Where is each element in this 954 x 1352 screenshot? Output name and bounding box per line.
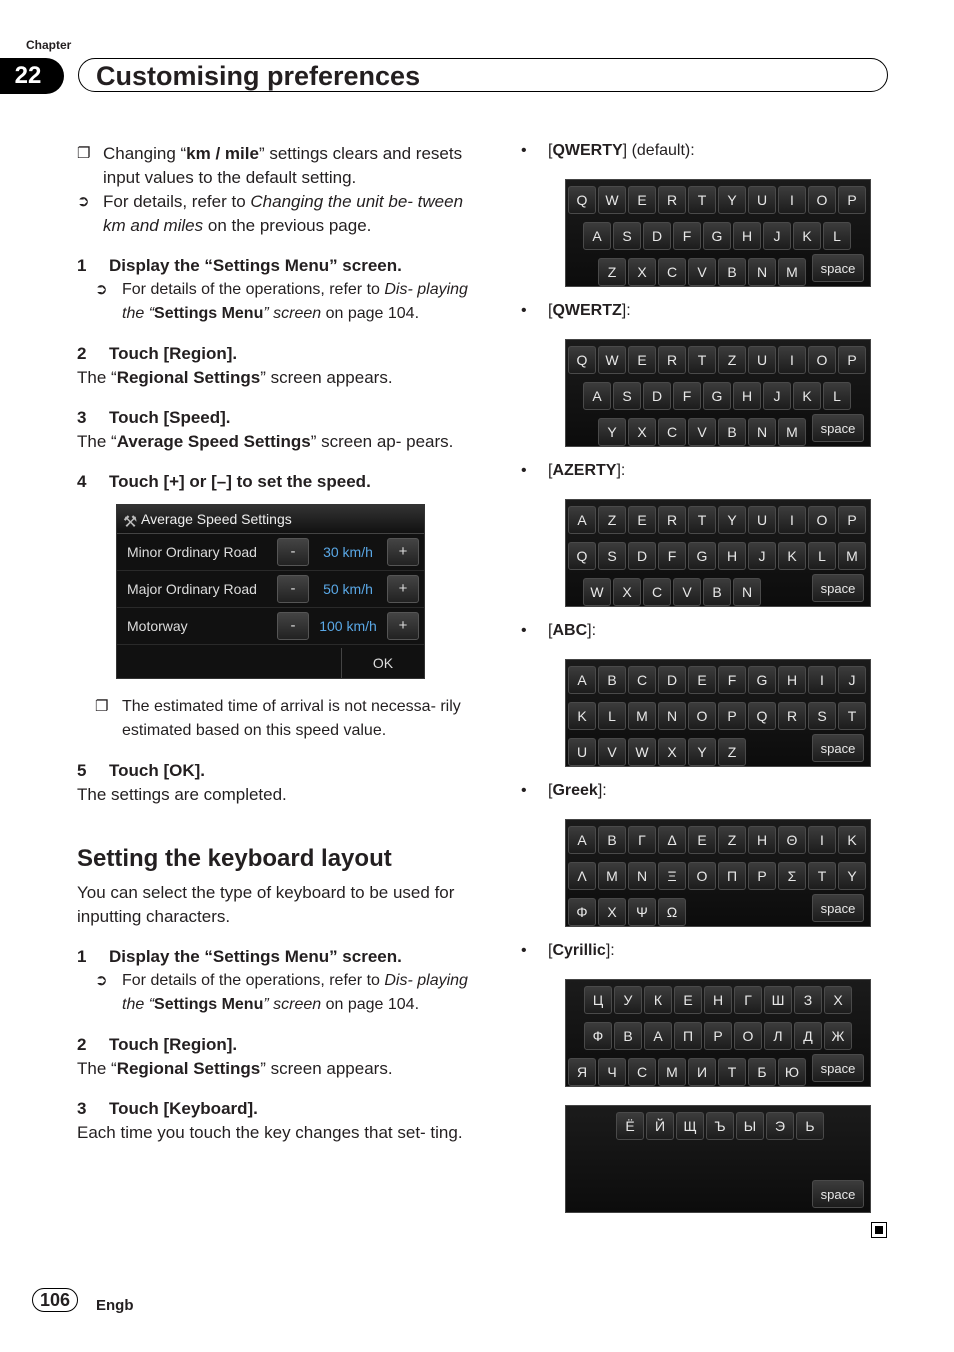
key[interactable]: H	[718, 542, 746, 570]
key[interactable]: Ρ	[748, 862, 776, 890]
key[interactable]: Т	[718, 1058, 746, 1086]
keyboard-row	[566, 1018, 870, 1054]
key[interactable]: J	[763, 382, 791, 410]
keyboard-step-3-description: Each time you touch the key changes that set- ting.	[77, 1123, 463, 1142]
key[interactable]: Κ	[838, 826, 866, 854]
key[interactable]: Z	[598, 506, 626, 534]
note-estimated-time: ❐ The estimated time of arrival is not necessa- rily estimated based on this speed value.	[77, 695, 469, 743]
decrease-button[interactable]: -	[277, 612, 309, 640]
key[interactable]: R	[658, 346, 686, 374]
key[interactable]: Е	[674, 986, 702, 1014]
key[interactable]: K	[568, 702, 596, 730]
keyboard-qwertz	[565, 339, 871, 447]
step-3-heading: 3 Touch [Speed].	[77, 408, 231, 427]
key[interactable]: Y	[598, 418, 626, 446]
key[interactable]: T	[688, 346, 716, 374]
key[interactable]: Ι	[808, 826, 836, 854]
key[interactable]: L	[823, 222, 851, 250]
step-5-description: The settings are completed.	[77, 785, 287, 804]
key[interactable]: R	[658, 506, 686, 534]
key[interactable]: D	[658, 666, 686, 694]
speed-value: 100 km/h	[319, 618, 377, 634]
reference-unit: ➲ For details, refer to Changing the unit be- tween km and miles on the previous page.	[77, 190, 469, 238]
key[interactable]: G	[703, 382, 731, 410]
key[interactable]: W	[628, 738, 656, 766]
key[interactable]: Б	[748, 1058, 776, 1086]
key[interactable]: Ш	[764, 986, 792, 1014]
key[interactable]: J	[748, 542, 776, 570]
key[interactable]: Μ	[598, 862, 626, 890]
speed-value: 30 km/h	[323, 544, 373, 560]
key[interactable]: I	[778, 186, 806, 214]
key[interactable]: К	[644, 986, 672, 1014]
key[interactable]: E	[688, 666, 716, 694]
keyboard-row	[566, 662, 870, 698]
key[interactable]: Q	[748, 702, 776, 730]
keyboard-row	[566, 378, 870, 414]
key[interactable]: L	[808, 542, 836, 570]
step-2-description: The “Regional Settings” screen appears.	[77, 368, 393, 387]
key[interactable]: R	[658, 186, 686, 214]
keyboard-row	[566, 822, 870, 858]
chapter-title: Customising preferences	[96, 61, 421, 91]
section-intro: You can select the type of keyboard to be used for inputting characters.	[77, 883, 455, 926]
arrow-reference-icon: ➲	[95, 972, 108, 989]
key[interactable]: Β	[598, 826, 626, 854]
key[interactable]: Р	[704, 1022, 732, 1050]
key[interactable]: F	[673, 222, 701, 250]
key[interactable]: У	[614, 986, 642, 1014]
keyboard-step-1-note: ➲ For details of the operations, refer to Dis- playing the “Settings Menu” screen on page 104.	[77, 969, 469, 1017]
key[interactable]: M	[628, 702, 656, 730]
key[interactable]: X	[613, 578, 641, 606]
key[interactable]: P	[718, 702, 746, 730]
key[interactable]: Ё	[616, 1112, 644, 1140]
key[interactable]: U	[748, 186, 776, 214]
keyboard-step-2-heading: 2 Touch [Region].	[77, 1035, 238, 1054]
key[interactable]: W	[583, 578, 611, 606]
space-key[interactable]: space	[812, 1180, 864, 1208]
key[interactable]: E	[628, 506, 656, 534]
key[interactable]: P	[838, 346, 866, 374]
space-key[interactable]: space	[812, 1054, 864, 1082]
space-key[interactable]: space	[812, 734, 864, 762]
key[interactable]: Ц	[584, 986, 612, 1014]
keyboard-caption-cyrillic: • [ Cyrillic ]:	[521, 942, 615, 959]
key[interactable]: X	[658, 738, 686, 766]
key[interactable]: M	[778, 258, 806, 286]
step-2-heading: 2 Touch [Region].	[77, 344, 238, 363]
key[interactable]: Γ	[628, 826, 656, 854]
space-key[interactable]: space	[812, 254, 864, 282]
space-key[interactable]: space	[812, 414, 864, 442]
speed-row-major	[117, 571, 424, 608]
key[interactable]: B	[718, 258, 746, 286]
key[interactable]: U	[748, 346, 776, 374]
key[interactable]: A	[583, 222, 611, 250]
speed-value: 50 km/h	[323, 581, 373, 597]
key[interactable]: T	[838, 702, 866, 730]
decrease-button[interactable]: -	[277, 575, 309, 603]
checkbox-note-icon: ❐	[77, 145, 91, 162]
note-km-mile: ❐ Changing “km / mile” settings clears and resets input values to the default setting.	[77, 142, 469, 190]
key[interactable]: D	[628, 542, 656, 570]
page-number: 106	[32, 1288, 78, 1312]
key[interactable]: T	[688, 506, 716, 534]
chapter-number: 22	[0, 58, 64, 94]
key[interactable]: B	[718, 418, 746, 446]
key[interactable]: N	[733, 578, 761, 606]
key[interactable]: Э	[766, 1112, 794, 1140]
key[interactable]: Ю	[778, 1058, 806, 1086]
key[interactable]: F	[658, 542, 686, 570]
key[interactable]: Δ	[658, 826, 686, 854]
key[interactable]: H	[778, 666, 806, 694]
key[interactable]: Φ	[568, 898, 596, 926]
increase-button[interactable]: +	[387, 612, 419, 640]
key[interactable]: G	[688, 542, 716, 570]
key[interactable]: З	[794, 986, 822, 1014]
key[interactable]: Υ	[838, 862, 866, 890]
speed-row-motorway	[117, 608, 424, 645]
key[interactable]: O	[808, 346, 836, 374]
decrease-button[interactable]: -	[277, 538, 309, 566]
keyboard-caption-qwerty: • [ QWERTY ] (default):	[521, 142, 695, 159]
keyboard-row	[566, 982, 870, 1018]
key[interactable]: Α	[568, 826, 596, 854]
key[interactable]: Y	[718, 186, 746, 214]
key[interactable]: Ε	[688, 826, 716, 854]
step-5-heading: 5 Touch [OK].	[77, 761, 205, 780]
keyboard-step-3-heading: 3 Touch [Keyboard].	[77, 1099, 258, 1118]
key[interactable]: H	[733, 382, 761, 410]
key[interactable]: C	[658, 418, 686, 446]
key[interactable]: Z	[718, 346, 746, 374]
key[interactable]: Ь	[796, 1112, 824, 1140]
key[interactable]: И	[688, 1058, 716, 1086]
checkbox-note-icon: ❐	[95, 698, 109, 715]
key[interactable]: O	[688, 702, 716, 730]
key[interactable]: B	[703, 578, 731, 606]
key[interactable]: N	[658, 702, 686, 730]
left-column	[77, 142, 469, 1145]
key[interactable]: Η	[748, 826, 776, 854]
key[interactable]: Σ	[778, 862, 806, 890]
key[interactable]: C	[658, 258, 686, 286]
key[interactable]: S	[613, 382, 641, 410]
space-key[interactable]: space	[812, 894, 864, 922]
key[interactable]: Ν	[628, 862, 656, 890]
key[interactable]: J	[763, 222, 791, 250]
key[interactable]: Y	[688, 738, 716, 766]
key[interactable]: X	[628, 418, 656, 446]
key[interactable]: K	[778, 542, 806, 570]
key[interactable]: Ж	[824, 1022, 852, 1050]
keyboard-caption-greek: • [ Greek ]:	[521, 782, 607, 799]
key[interactable]: Z	[718, 738, 746, 766]
key[interactable]: V	[688, 418, 716, 446]
key[interactable]: Ω	[658, 898, 686, 926]
key[interactable]: U	[748, 506, 776, 534]
step-1-heading: 1 Display the “Settings Menu” screen.	[77, 256, 402, 275]
key[interactable]: K	[793, 382, 821, 410]
key[interactable]: Ч	[598, 1058, 626, 1086]
key[interactable]: Y	[718, 506, 746, 534]
key[interactable]: A	[568, 506, 596, 534]
keyboard-abc	[565, 659, 871, 767]
key[interactable]: C	[643, 578, 671, 606]
key[interactable]: S	[613, 222, 641, 250]
key[interactable]: L	[598, 702, 626, 730]
step-4-heading: 4 Touch [+] or [–] to set the speed.	[77, 472, 371, 491]
key[interactable]: Х	[824, 986, 852, 1014]
keyboard-row	[566, 698, 870, 734]
key[interactable]: Ξ	[658, 862, 686, 890]
key[interactable]: Λ	[568, 862, 596, 890]
arrow-reference-icon: ➲	[95, 281, 108, 298]
key[interactable]: T	[688, 186, 716, 214]
space-key[interactable]: space	[812, 574, 864, 602]
section-end-icon	[871, 1222, 887, 1238]
step-3-description: The “Average Speed Settings” screen ap- pears.	[77, 432, 454, 451]
key[interactable]: E	[628, 186, 656, 214]
key[interactable]: E	[628, 346, 656, 374]
key[interactable]: H	[733, 222, 761, 250]
keyboard-step-1-heading: 1 Display the “Settings Menu” screen.	[77, 947, 402, 966]
keyboard-row	[566, 218, 870, 254]
key[interactable]: L	[823, 382, 851, 410]
chapter-label: Chapter	[26, 38, 72, 52]
key[interactable]: W	[598, 186, 626, 214]
keyboard-row	[566, 342, 870, 378]
keyboard-caption-qwertz: • [ QWERTZ ]:	[521, 302, 631, 319]
key[interactable]: U	[568, 738, 596, 766]
key[interactable]: S	[598, 542, 626, 570]
key[interactable]: G	[748, 666, 776, 694]
key[interactable]: Θ	[778, 826, 806, 854]
key[interactable]: A	[583, 382, 611, 410]
key[interactable]: V	[598, 738, 626, 766]
key[interactable]: С	[628, 1058, 656, 1086]
key[interactable]: F	[718, 666, 746, 694]
speed-row-label: Motorway	[127, 618, 188, 634]
keyboard-row	[566, 858, 870, 894]
keyboard-row	[566, 182, 870, 218]
keyboard-step-2-description: The “Regional Settings” screen appears.	[77, 1059, 393, 1078]
key[interactable]: Ο	[688, 862, 716, 890]
key[interactable]: C	[628, 666, 656, 694]
section-title: Setting the keyboard layout	[77, 845, 392, 872]
key[interactable]: N	[748, 418, 776, 446]
ok-button[interactable]: OK	[341, 648, 424, 678]
arrow-reference-icon: ➲	[77, 193, 90, 210]
keyboard-cyrillic	[565, 979, 871, 1087]
keyboard-qwerty	[565, 179, 871, 287]
key[interactable]: О	[734, 1022, 762, 1050]
key[interactable]: S	[808, 702, 836, 730]
key[interactable]: V	[688, 258, 716, 286]
key[interactable]: Χ	[598, 898, 626, 926]
speed-row-label: Minor Ordinary Road	[127, 544, 257, 560]
key[interactable]: Н	[704, 986, 732, 1014]
key[interactable]: Ζ	[718, 826, 746, 854]
key[interactable]: P	[838, 506, 866, 534]
key[interactable]: M	[778, 418, 806, 446]
speed-row-label: Major Ordinary Road	[127, 581, 257, 597]
key[interactable]: Й	[646, 1112, 674, 1140]
key[interactable]: I	[808, 666, 836, 694]
key[interactable]: M	[838, 542, 866, 570]
key[interactable]: Г	[734, 986, 762, 1014]
keyboard-azerty	[565, 499, 871, 607]
key[interactable]: Z	[598, 258, 626, 286]
key[interactable]: Ψ	[628, 898, 656, 926]
settings-tools-icon: ⚒	[123, 514, 138, 531]
key[interactable]: Q	[568, 186, 596, 214]
keyboard-row	[566, 502, 870, 538]
key[interactable]: J	[838, 666, 866, 694]
key[interactable]: D	[643, 222, 671, 250]
key[interactable]: X	[628, 258, 656, 286]
increase-button[interactable]: +	[387, 538, 419, 566]
average-speed-settings-screen	[116, 504, 425, 679]
key[interactable]: П	[674, 1022, 702, 1050]
key[interactable]: Ф	[584, 1022, 612, 1050]
speed-screen-title-bar: ⚒ Average Speed Settings	[117, 505, 424, 534]
key[interactable]: В	[614, 1022, 642, 1050]
key[interactable]: Щ	[676, 1112, 704, 1140]
step-1-note: ➲ For details of the operations, refer to Dis- playing the “Settings Menu” screen on page 104.	[77, 278, 469, 326]
keyboard-caption-abc: • [ ABC ]:	[521, 622, 597, 639]
key[interactable]: O	[808, 506, 836, 534]
key[interactable]: F	[673, 382, 701, 410]
key[interactable]: Я	[568, 1058, 596, 1086]
key[interactable]: Τ	[808, 862, 836, 890]
key[interactable]: R	[778, 702, 806, 730]
key[interactable]: А	[644, 1022, 672, 1050]
key[interactable]: P	[838, 186, 866, 214]
key[interactable]: V	[673, 578, 701, 606]
speed-row-minor	[117, 534, 424, 571]
key[interactable]: K	[793, 222, 821, 250]
key[interactable]: D	[643, 382, 671, 410]
key[interactable]: W	[598, 346, 626, 374]
key[interactable]: Ъ	[706, 1112, 734, 1140]
key[interactable]: Q	[568, 542, 596, 570]
key[interactable]: Π	[718, 862, 746, 890]
keyboard-greek	[565, 819, 871, 927]
key[interactable]: Ы	[736, 1112, 764, 1140]
key[interactable]: G	[703, 222, 731, 250]
key[interactable]: I	[778, 506, 806, 534]
keyboard-caption-azerty: • [ AZERTY ]:	[521, 462, 626, 479]
key[interactable]: A	[568, 666, 596, 694]
keyboard-row	[566, 1108, 870, 1144]
increase-button[interactable]: +	[387, 575, 419, 603]
key[interactable]: B	[598, 666, 626, 694]
keyboard-row	[566, 538, 870, 574]
key[interactable]: N	[748, 258, 776, 286]
key[interactable]: Д	[794, 1022, 822, 1050]
key[interactable]: O	[808, 186, 836, 214]
key[interactable]: Л	[764, 1022, 792, 1050]
key[interactable]: Q	[568, 346, 596, 374]
key[interactable]: М	[658, 1058, 686, 1086]
language-code: Engb	[96, 1297, 134, 1314]
keyboard-cyrillic-extra	[565, 1105, 871, 1213]
key[interactable]: I	[778, 346, 806, 374]
